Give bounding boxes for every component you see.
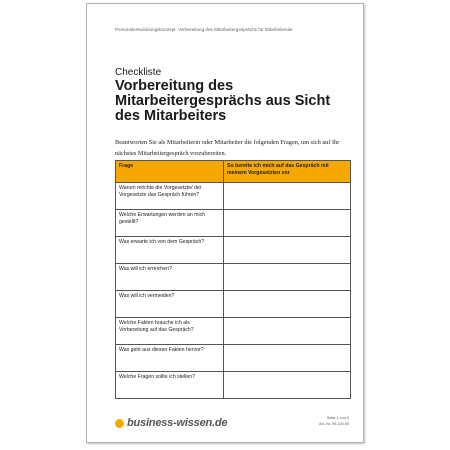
question-cell: Welche Erwartungen werden an mich gestellt? [116,210,224,237]
document-page [86,3,364,443]
page-number: Seite 1 von 3 [326,416,349,420]
question-cell: Was erwarte ich von dem Gespräch? [116,237,224,264]
table-row [116,345,351,372]
checklist-table [115,160,351,399]
logo-dot-icon [115,419,124,428]
question-cell: Was geht aus diesen Fakten hervor? [116,345,224,372]
table-row [116,291,351,318]
answer-cell[interactable] [224,291,351,318]
column-header-preparation: So bereite ich mich auf das Gespräch mit meinem Vorgesetzten vor [224,161,351,183]
table-row [116,318,351,345]
column-header-question: Frage [116,161,224,183]
intro-text: Beantworten Sie als Mitarbeiterin oder Mitarbeiter die folgenden Fragen, um sich auf Ihr nächstes Mitarbeitergespräch vorzubereiten. [115,139,340,157]
answer-cell[interactable] [224,264,351,291]
question-cell: Was will ich vermeiden? [116,291,224,318]
answer-cell[interactable] [224,183,351,210]
table-row [116,264,351,291]
document-subtitle: Checkliste [115,67,162,78]
question-cell: Warum möchte die Vorgesetzte/ der Vorgesetzte das Gespräch führen? [116,183,224,210]
logo-text: business-wissen.de [127,417,228,429]
answer-cell[interactable] [224,210,351,237]
article-number: Art.-Nr. 99.100.00 [319,422,349,426]
answer-cell[interactable] [224,237,351,264]
question-cell: Was will ich erreichen? [116,264,224,291]
table-row [116,237,351,264]
question-cell: Welche Fragen sollte ich stellen? [116,372,224,399]
document-title: Vorbereitung des Mitarbeitergesprächs aus Sicht des Mitarbeiters [115,78,331,124]
answer-cell[interactable] [224,372,351,399]
answer-cell[interactable] [224,318,351,345]
table-row [116,183,351,210]
table-row [116,210,351,237]
table-row [116,372,351,399]
document-header: Personalentwicklungskonzept: Vorbereitung des Mitarbeitergesprächs für Mitarbeitende [115,27,293,32]
question-cell: Welche Fakten brauche ich als Vorbereitung auf das Gespräch? [116,318,224,345]
table-header-row [116,161,351,183]
footer-info [319,415,349,427]
footer-logo [115,417,227,429]
answer-cell[interactable] [224,345,351,372]
